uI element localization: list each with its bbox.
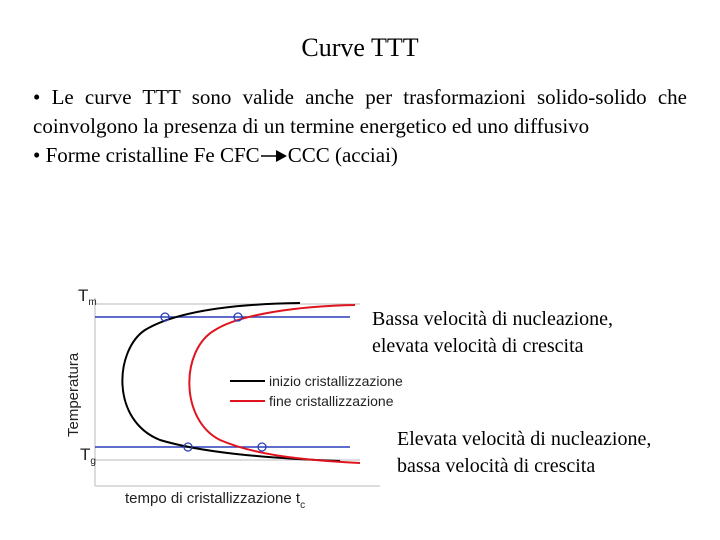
lower-annotation-line-1: Elevata velocità di nucleazione, xyxy=(397,428,652,450)
y-axis-label: Temperatura xyxy=(65,352,82,437)
lower-annotation-line-2: bassa velocità di crescita xyxy=(397,455,596,477)
slide-title: Curve TTT xyxy=(301,33,419,62)
x-axis-label: tempo di cristallizzazione $t_c$ xyxy=(125,490,306,511)
lower-annotation xyxy=(397,426,651,480)
legend xyxy=(230,373,403,409)
upper-annotation-line-2: elevata velocità di crescita xyxy=(372,335,584,357)
legend-start-label: inizio cristallizzazione xyxy=(269,373,403,389)
bullet-crystal-forms-suffix: CCC (acciai) xyxy=(287,143,398,167)
bullet-crystal-forms-prefix: • Forme cristalline Fe CFC xyxy=(33,143,260,167)
bullet-ttt-curves: • Le curve TTT sono valide anche per trasformazioni solido-solido che coinvolgono la presenza di un termine energetico ed uno diffusivo xyxy=(33,85,687,138)
legend-end-label: fine cristallizzazione xyxy=(269,393,394,409)
tm-label: $T_m$ xyxy=(78,286,97,308)
upper-annotation xyxy=(372,306,613,360)
tg-label: $T_g$ xyxy=(80,445,96,467)
upper-annotation-line-1: Bassa velocità di nucleazione, xyxy=(372,308,614,330)
